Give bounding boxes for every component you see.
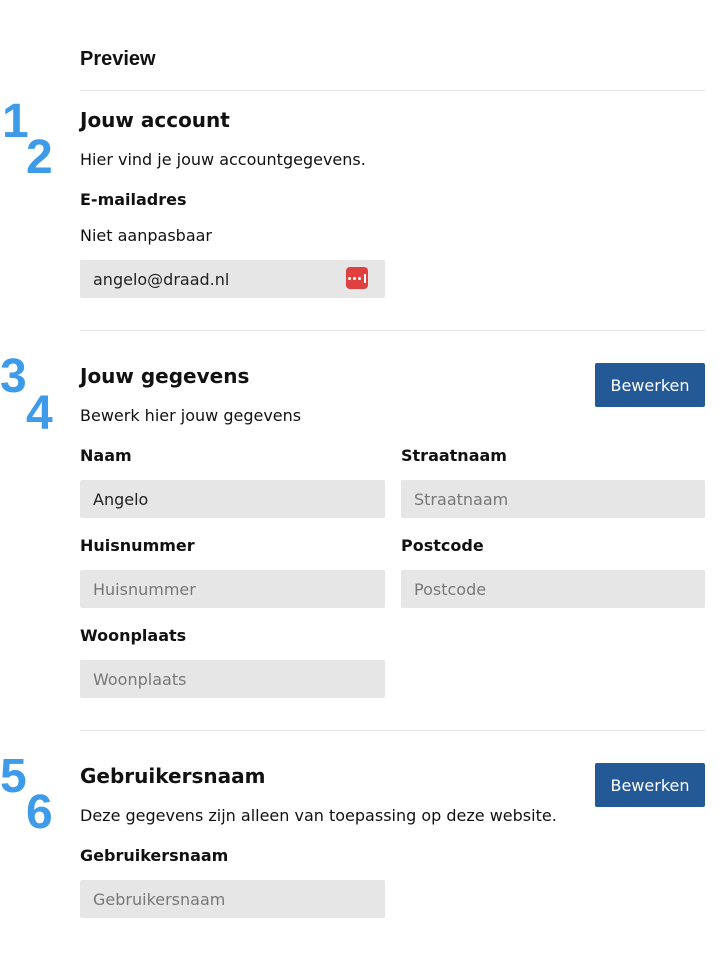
step-number-1: 1 xyxy=(2,95,29,148)
step-number-3: 3 xyxy=(0,350,27,403)
username-field[interactable] xyxy=(80,880,385,918)
step-number-6: 6 xyxy=(26,786,53,839)
password-manager-icon[interactable] xyxy=(346,267,368,289)
woonplaats-field[interactable] xyxy=(80,660,385,698)
divider xyxy=(80,330,705,331)
step-number-5: 5 xyxy=(0,750,27,803)
naam-label: Naam xyxy=(80,446,132,465)
step-number-4: 4 xyxy=(26,387,53,440)
divider xyxy=(80,730,705,731)
edit-username-button[interactable]: Bewerken xyxy=(595,763,705,807)
username-title: Gebruikersnaam xyxy=(80,764,266,788)
postcode-label: Postcode xyxy=(401,536,484,555)
woonplaats-label: Woonplaats xyxy=(80,626,187,645)
straatnaam-label: Straatnaam xyxy=(401,446,507,465)
username-label: Gebruikersnaam xyxy=(80,846,229,865)
edit-details-button[interactable]: Bewerken xyxy=(595,363,705,407)
username-description: Deze gegevens zijn alleen van toepassing op deze website. xyxy=(80,806,557,825)
step-number-2: 2 xyxy=(26,131,53,184)
preview-title: Preview xyxy=(80,48,156,70)
postcode-field[interactable] xyxy=(401,570,705,608)
straatnaam-field[interactable] xyxy=(401,480,705,518)
naam-field[interactable] xyxy=(80,480,385,518)
email-label: E-mailadres xyxy=(80,190,187,209)
email-readonly-note: Niet aanpasbaar xyxy=(80,226,213,245)
divider xyxy=(80,90,705,91)
account-description: Hier vind je jouw accountgegevens. xyxy=(80,150,366,169)
huisnummer-field[interactable] xyxy=(80,570,385,608)
huisnummer-label: Huisnummer xyxy=(80,536,195,555)
details-title: Jouw gegevens xyxy=(80,364,250,388)
account-title: Jouw account xyxy=(80,108,230,132)
email-field[interactable] xyxy=(80,260,385,298)
details-description: Bewerk hier jouw gegevens xyxy=(80,406,302,425)
